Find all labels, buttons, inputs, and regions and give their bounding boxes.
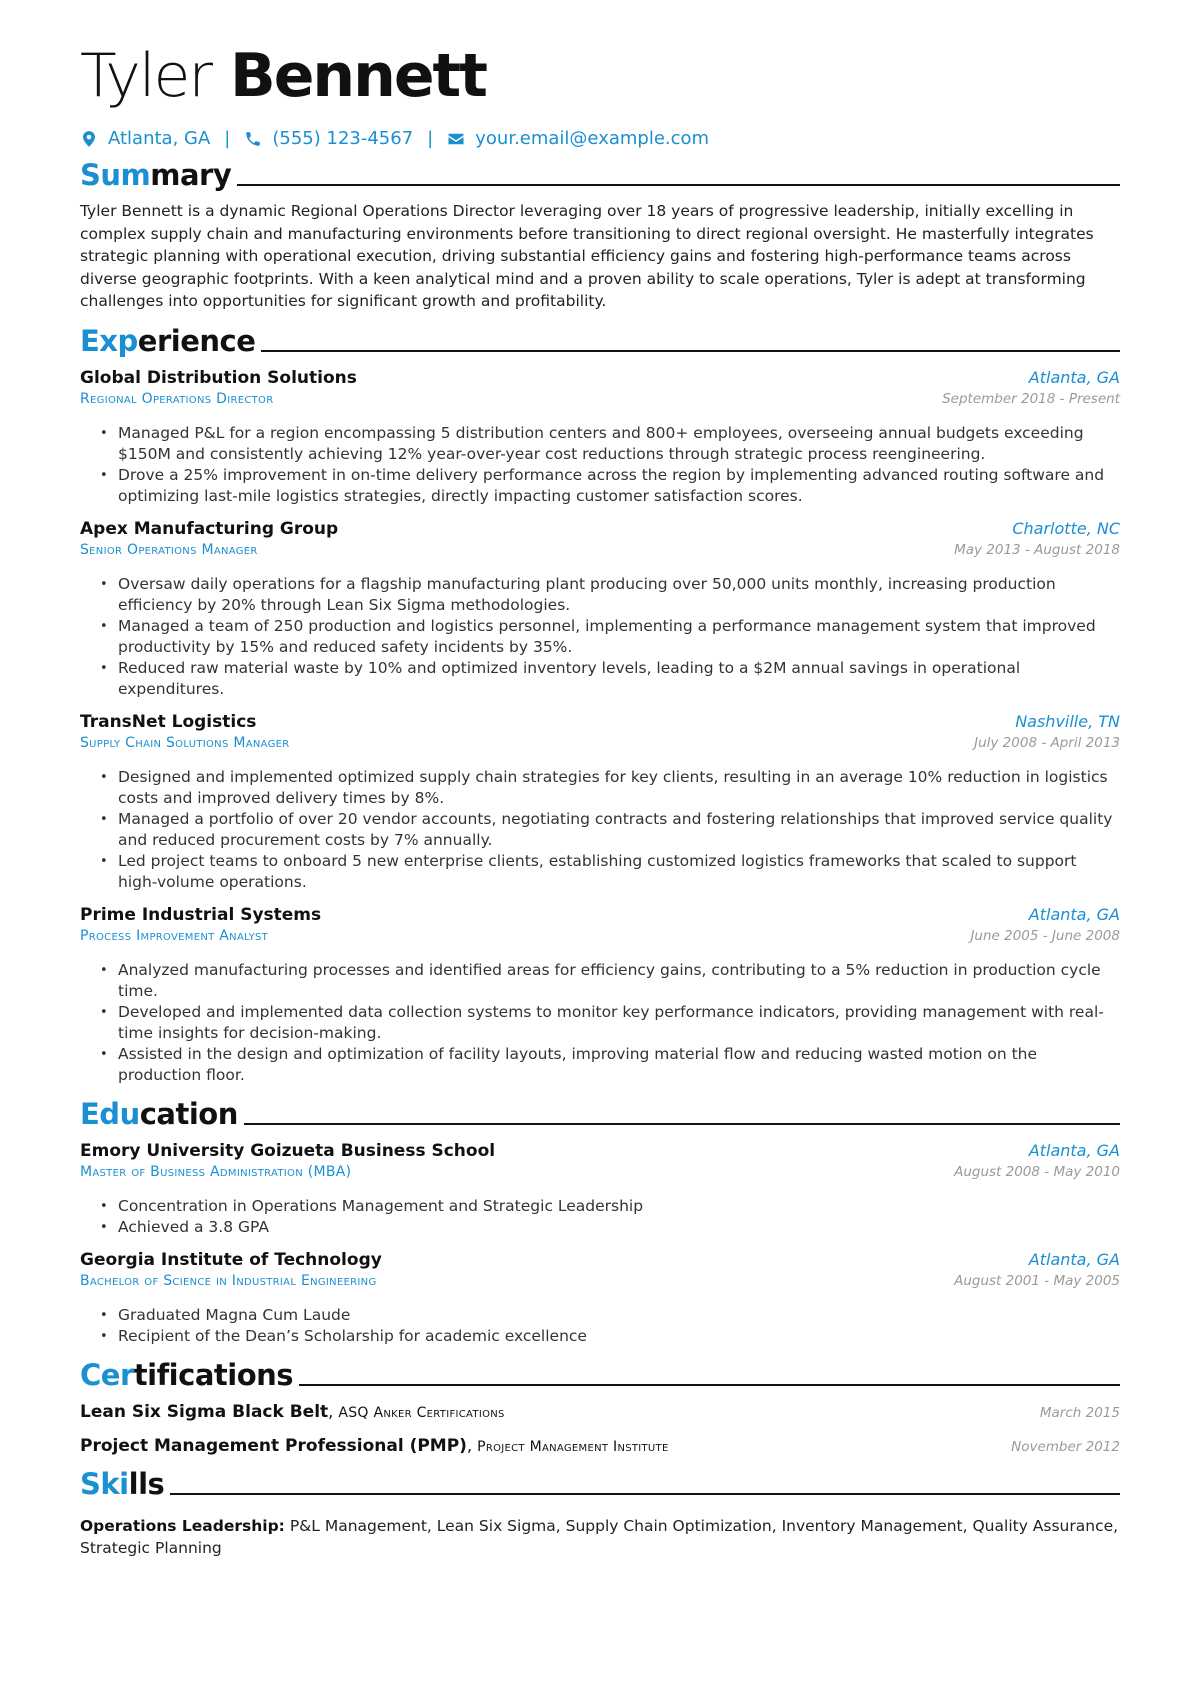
job-dates: September 2018 - Present	[942, 390, 1120, 407]
certification-date: March 2015	[1039, 1404, 1120, 1421]
education-bullets	[80, 1305, 1120, 1347]
section-title: Education	[80, 1096, 238, 1131]
section-rule	[299, 1384, 1120, 1386]
employer-name: Apex Manufacturing Group	[80, 518, 339, 539]
bullet-item: • Developed and implemented data collection systems to monitor key performance indicators, providing management with real-time insights for decision-making.	[118, 1002, 1120, 1044]
job-location: Atlanta, GA	[1028, 367, 1120, 387]
job-title: Regional Operations Director	[80, 390, 274, 407]
skills-heading	[80, 1466, 1120, 1501]
bullet-item: • Graduated Magna Cum Laude	[118, 1305, 1120, 1326]
school-dates: August 2001 - May 2005	[954, 1272, 1120, 1289]
contact-location	[80, 128, 210, 149]
certification-item: Project Management Professional (PMP), Project Management Institute November 2012	[80, 1435, 1120, 1456]
job-location: Charlotte, NC	[1012, 518, 1120, 538]
skills-list: P&L Management, Lean Six Sigma, Supply Chain Optimization, Inventory Management, Quality Assurance, Strategic Planning	[80, 1516, 1119, 1557]
employer-name: Prime Industrial Systems	[80, 904, 322, 925]
bullet-item: • Assisted in the design and optimization of facility layouts, improving material flow and reducing wasted motion on the production floor.	[118, 1044, 1120, 1086]
skills-label: Operations Leadership:	[80, 1516, 285, 1535]
school-location: Atlanta, GA	[1028, 1140, 1120, 1160]
employer-name: TransNet Logistics	[80, 711, 257, 732]
bullet-item: • Managed a portfolio of over 20 vendor accounts, negotiating contracts and fostering relationships that improved service quality and reduced procurement costs by 7% annually.	[118, 809, 1120, 851]
summary-text: Tyler Bennett is a dynamic Regional Operations Director leveraging over 18 years of progressive leadership, initially excelling in complex supply chain and manufacturing environments before transitioning to direct regional oversight. He masterfully integrates strategic planning with operational execution, driving substantial efficiency gains and fostering high-performance teams across diverse geographic footprints. With a keen analytical mind and a proven ability to scale operations, Tyler is adept at transforming challenges into opportunities for significant growth and profitability.	[80, 202, 1094, 310]
section-title: Skills	[80, 1466, 165, 1501]
section-rule	[170, 1493, 1120, 1495]
bullet-item: • Managed P&L for a region encompassing 5 distribution centers and 800+ employees, overseeing annual budgets exceeding $150M and consistently achieving 12% year-over-year cost reductions through strategic process reengineering.	[118, 423, 1120, 465]
envelope-icon	[447, 130, 465, 148]
job-entry	[80, 519, 1120, 700]
experience-heading	[80, 323, 1120, 358]
bullet-item: • Managed a team of 250 production and logistics personnel, implementing a performance management system that improved productivity by 15% and reduced safety incidents by 35%.	[118, 616, 1120, 658]
school-dates: August 2008 - May 2010	[954, 1163, 1120, 1180]
bullet-item: • Analyzed manufacturing processes and identified areas for efficiency gains, contributing to a 5% reduction in production cycle time.	[118, 960, 1120, 1002]
bullet-item: • Reduced raw material waste by 10% and optimized inventory levels, leading to a $2M annual savings in operational expenditures.	[118, 658, 1120, 700]
certifications-heading	[80, 1357, 1120, 1392]
skills-line	[80, 1515, 1120, 1559]
section-rule	[237, 184, 1120, 186]
employer-name: Global Distribution Solutions	[80, 367, 357, 388]
section-rule	[261, 350, 1120, 352]
education-entry	[80, 1250, 1120, 1347]
degree: Bachelor of Science in Industrial Engineering	[80, 1272, 377, 1289]
school-name: Georgia Institute of Technology	[80, 1249, 382, 1270]
school-name: Emory University Goizueta Business School	[80, 1140, 496, 1161]
job-title: Process Improvement Analyst	[80, 927, 269, 944]
last-name: Bennett	[229, 41, 486, 111]
job-dates: June 2005 - June 2008	[970, 927, 1120, 944]
job-bullets	[80, 767, 1120, 893]
section-title: Experience	[80, 323, 256, 358]
section-rule	[244, 1123, 1120, 1125]
first-name: Tyler	[80, 41, 212, 111]
job-dates: July 2008 - April 2013	[974, 734, 1120, 751]
job-location: Atlanta, GA	[1028, 904, 1120, 924]
contact-line	[80, 128, 1120, 149]
certification-item: Lean Six Sigma Black Belt, ASQ Anker Certifications March 2015	[80, 1401, 1120, 1422]
job-bullets	[80, 960, 1120, 1086]
certification-date: November 2012	[1011, 1438, 1120, 1455]
summary-heading	[80, 158, 1120, 192]
education-bullets	[80, 1196, 1120, 1238]
separator: |	[224, 128, 231, 149]
email-text: your.email@example.com	[475, 128, 710, 149]
bullet-item: • Achieved a 3.8 GPA	[118, 1217, 1120, 1238]
section-title: Summary	[80, 158, 232, 192]
certification-name: Project Management Professional (PMP)	[80, 1435, 467, 1456]
degree: Master of Business Administration (MBA)	[80, 1163, 352, 1180]
job-location: Nashville, TN	[1015, 711, 1120, 731]
contact-email[interactable]	[447, 128, 709, 149]
candidate-name	[80, 41, 1120, 111]
phone-text: (555) 123-4567	[272, 128, 414, 149]
job-entry	[80, 905, 1120, 1086]
bullet-item: • Led project teams to onboard 5 new enterprise clients, establishing customized logistics frameworks that scaled to support high-volume operations.	[118, 851, 1120, 893]
education-entry	[80, 1141, 1120, 1238]
job-title: Senior Operations Manager	[80, 541, 258, 558]
phone-icon	[244, 130, 262, 148]
section-title: Certifications	[80, 1357, 294, 1392]
job-title: Supply Chain Solutions Manager	[80, 734, 290, 751]
job-entry	[80, 712, 1120, 893]
map-pin-icon	[80, 130, 98, 148]
certification-issuer: Project Management Institute	[477, 1438, 669, 1455]
job-bullets	[80, 423, 1120, 507]
separator: |	[427, 128, 434, 149]
bullet-item: • Concentration in Operations Management and Strategic Leadership	[118, 1196, 1120, 1217]
job-dates: May 2013 - August 2018	[954, 541, 1120, 558]
school-location: Atlanta, GA	[1028, 1249, 1120, 1269]
bullet-item: • Recipient of the Dean’s Scholarship for academic excellence	[118, 1326, 1120, 1347]
education-heading	[80, 1096, 1120, 1131]
contact-phone[interactable]	[244, 128, 413, 149]
bullet-item: • Designed and implemented optimized supply chain strategies for key clients, resulting in an average 10% reduction in logistics costs and improved delivery times by 8%.	[118, 767, 1120, 809]
location-text: Atlanta, GA	[108, 128, 211, 149]
bullet-item: • Drove a 25% improvement in on-time delivery performance across the region by implementing advanced routing software and optimizing last-mile logistics strategies, directly impacting customer satisfaction scores.	[118, 465, 1120, 507]
job-bullets	[80, 574, 1120, 700]
certification-name: Lean Six Sigma Black Belt	[80, 1401, 329, 1422]
job-entry	[80, 368, 1120, 507]
bullet-item: • Oversaw daily operations for a flagship manufacturing plant producing over 50,000 units monthly, increasing production efficiency by 20% through Lean Six Sigma methodologies.	[118, 574, 1120, 616]
certification-issuer: ASQ Anker Certifications	[338, 1404, 505, 1421]
